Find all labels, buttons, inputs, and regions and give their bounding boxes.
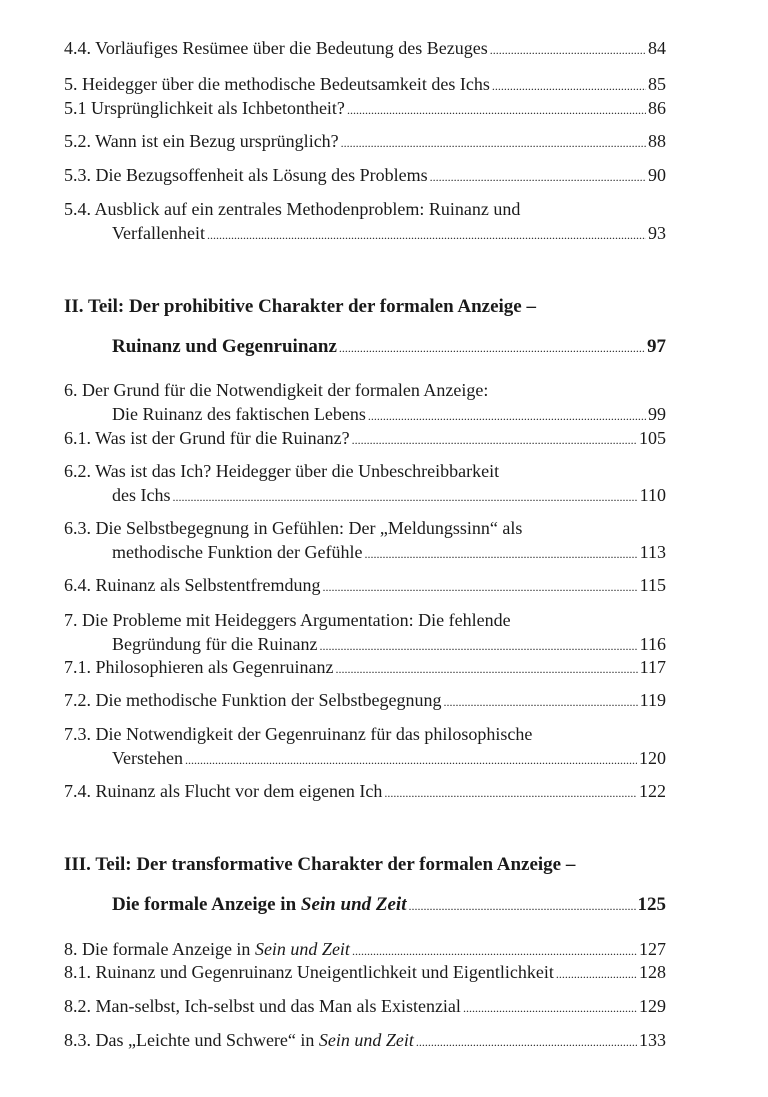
page-number: 99 (648, 404, 666, 424)
dot-leader (207, 223, 646, 247)
part-2-heading[interactable] (64, 294, 666, 360)
page-number: 125 (637, 894, 666, 915)
toc-entry-6-4[interactable] (64, 573, 666, 597)
page-number: 110 (639, 485, 666, 505)
page-number: 84 (648, 38, 666, 58)
dot-leader (341, 131, 646, 155)
page-number: 117 (639, 657, 666, 677)
toc-entry-5[interactable] (64, 72, 666, 96)
work-title-italic: Sein und Zeit (300, 894, 407, 915)
toc-entry-7-2[interactable] (64, 688, 666, 712)
part-3-heading[interactable] (64, 852, 666, 918)
part-subtitle: Die formale Anzeige in Sein und Zeit (112, 894, 407, 915)
toc-entry-6[interactable] (64, 378, 666, 426)
dot-leader (408, 893, 635, 919)
entry-title: 5.2. Wann ist ein Bezug ursprünglich? (64, 131, 339, 151)
entry-title: 7.1. Philosophieren als Gegenruinanz (64, 657, 334, 677)
page-number: 88 (648, 131, 666, 151)
entry-title-continued: des Ichs (112, 485, 171, 505)
toc-entry-5-3[interactable] (64, 163, 666, 187)
entry-title: 8. Die formale Anzeige in Sein und Zeit (64, 939, 350, 959)
dot-leader (416, 1030, 637, 1054)
toc-entry-5-2[interactable] (64, 129, 666, 153)
toc-entry-4-4[interactable] (64, 36, 666, 60)
entry-title: 4.4. Vorläufiges Resümee über die Bedeutung des Bezuges (64, 38, 488, 58)
entry-title-continued: Verstehen (112, 748, 183, 768)
dot-leader (335, 657, 637, 681)
entry-title: 6.4. Ruinanz als Selbstentfremdung (64, 575, 321, 595)
toc-entry-8-2[interactable] (64, 994, 666, 1018)
entry-title: 6. Der Grund für die Notwendigkeit der formalen Anzeige: (64, 380, 489, 400)
dot-leader (384, 781, 637, 805)
page-number: 97 (647, 336, 666, 357)
dot-leader (322, 575, 637, 599)
page-number: 122 (639, 781, 666, 801)
toc-entry-7[interactable] (64, 608, 666, 656)
dot-leader (492, 74, 646, 98)
entry-title: 7.2. Die methodische Funktion der Selbstbegegnung (64, 690, 442, 710)
entry-title-continued: Verfallenheit (112, 223, 205, 243)
entry-title: 6.2. Was ist das Ich? Heidegger über die Unbeschreibbarkeit (64, 461, 500, 481)
dot-leader (430, 165, 646, 189)
toc-entry-6-3[interactable] (64, 516, 666, 564)
page-number: 116 (639, 634, 666, 654)
toc-entry-8[interactable] (64, 937, 666, 961)
toc-entry-5-1[interactable] (64, 96, 666, 120)
dot-leader (556, 962, 637, 986)
page-number: 133 (639, 1030, 666, 1050)
entry-title: 7.4. Ruinanz als Flucht vor dem eigenen Ich (64, 781, 383, 801)
toc-entry-7-3[interactable] (64, 722, 666, 770)
entry-title: 6.3. Die Selbstbegegnung in Gefühlen: Der „Meldungssinn“ als (64, 518, 523, 538)
entry-title: 8.2. Man-selbst, Ich-selbst und das Man als Existenzial (64, 996, 461, 1016)
page-number: 113 (639, 542, 666, 562)
entry-title: 5.1 Ursprünglichkeit als Ichbetontheit? (64, 98, 345, 118)
entry-title: 8.1. Ruinanz und Gegenruinanz Uneigentlichkeit und Eigentlichkeit (64, 962, 554, 982)
entry-title-continued: Die Ruinanz des faktischen Lebens (112, 404, 366, 424)
page-number: 93 (648, 223, 666, 243)
work-title-italic: Sein und Zeit (254, 939, 350, 959)
dot-leader (463, 996, 637, 1020)
toc-entry-8-1[interactable] (64, 960, 666, 984)
work-title-italic: Sein und Zeit (318, 1030, 414, 1050)
toc-entry-7-4[interactable] (64, 779, 666, 803)
part-title: III. Teil: Der transformative Charakter der formalen Anzeige – (64, 854, 576, 875)
part-subtitle: Ruinanz und Gegenruinanz (112, 336, 337, 357)
page-number: 129 (639, 996, 666, 1016)
entry-title: 5.3. Die Bezugsoffenheit als Lösung des Problems (64, 165, 428, 185)
entry-title: 8.3. Das „Leichte und Schwere“ in Sein und Zeit (64, 1030, 414, 1050)
dot-leader (172, 485, 637, 509)
page-number: 127 (639, 939, 666, 959)
dot-leader (364, 542, 637, 566)
toc-entry-6-1[interactable] (64, 426, 666, 450)
page-number: 105 (639, 428, 666, 448)
page-number: 120 (639, 748, 666, 768)
dot-leader (490, 38, 646, 62)
entry-title: 5. Heidegger über die methodische Bedeutsamkeit des Ichs (64, 74, 490, 94)
entry-title-continued: Begründung für die Ruinanz (112, 634, 318, 654)
page-number: 128 (639, 962, 666, 982)
page-number: 85 (648, 74, 666, 94)
dot-leader (443, 690, 637, 714)
toc-entry-6-2[interactable] (64, 459, 666, 507)
page-number: 90 (648, 165, 666, 185)
toc-entry-5-4[interactable] (64, 197, 666, 245)
dot-leader (339, 335, 645, 361)
entry-title-continued: methodische Funktion der Gefühle (112, 542, 363, 562)
page-number: 119 (639, 690, 666, 710)
page-number: 115 (639, 575, 666, 595)
entry-title: 6.1. Was ist der Grund für die Ruinanz? (64, 428, 350, 448)
entry-title: 7.3. Die Notwendigkeit der Gegenruinanz für das philosophische (64, 724, 533, 744)
toc-entry-7-1[interactable] (64, 655, 666, 679)
entry-title: 5.4. Ausblick auf ein zentrales Methodenproblem: Ruinanz und (64, 199, 521, 219)
dot-leader (368, 404, 646, 428)
toc-entry-8-3[interactable] (64, 1028, 666, 1052)
dot-leader (185, 748, 637, 772)
page-number: 86 (648, 98, 666, 118)
dot-leader (352, 428, 637, 452)
dot-leader (347, 98, 646, 122)
entry-title: 7. Die Probleme mit Heideggers Argumentation: Die fehlende (64, 610, 511, 630)
part-title: II. Teil: Der prohibitive Charakter der formalen Anzeige – (64, 296, 536, 317)
